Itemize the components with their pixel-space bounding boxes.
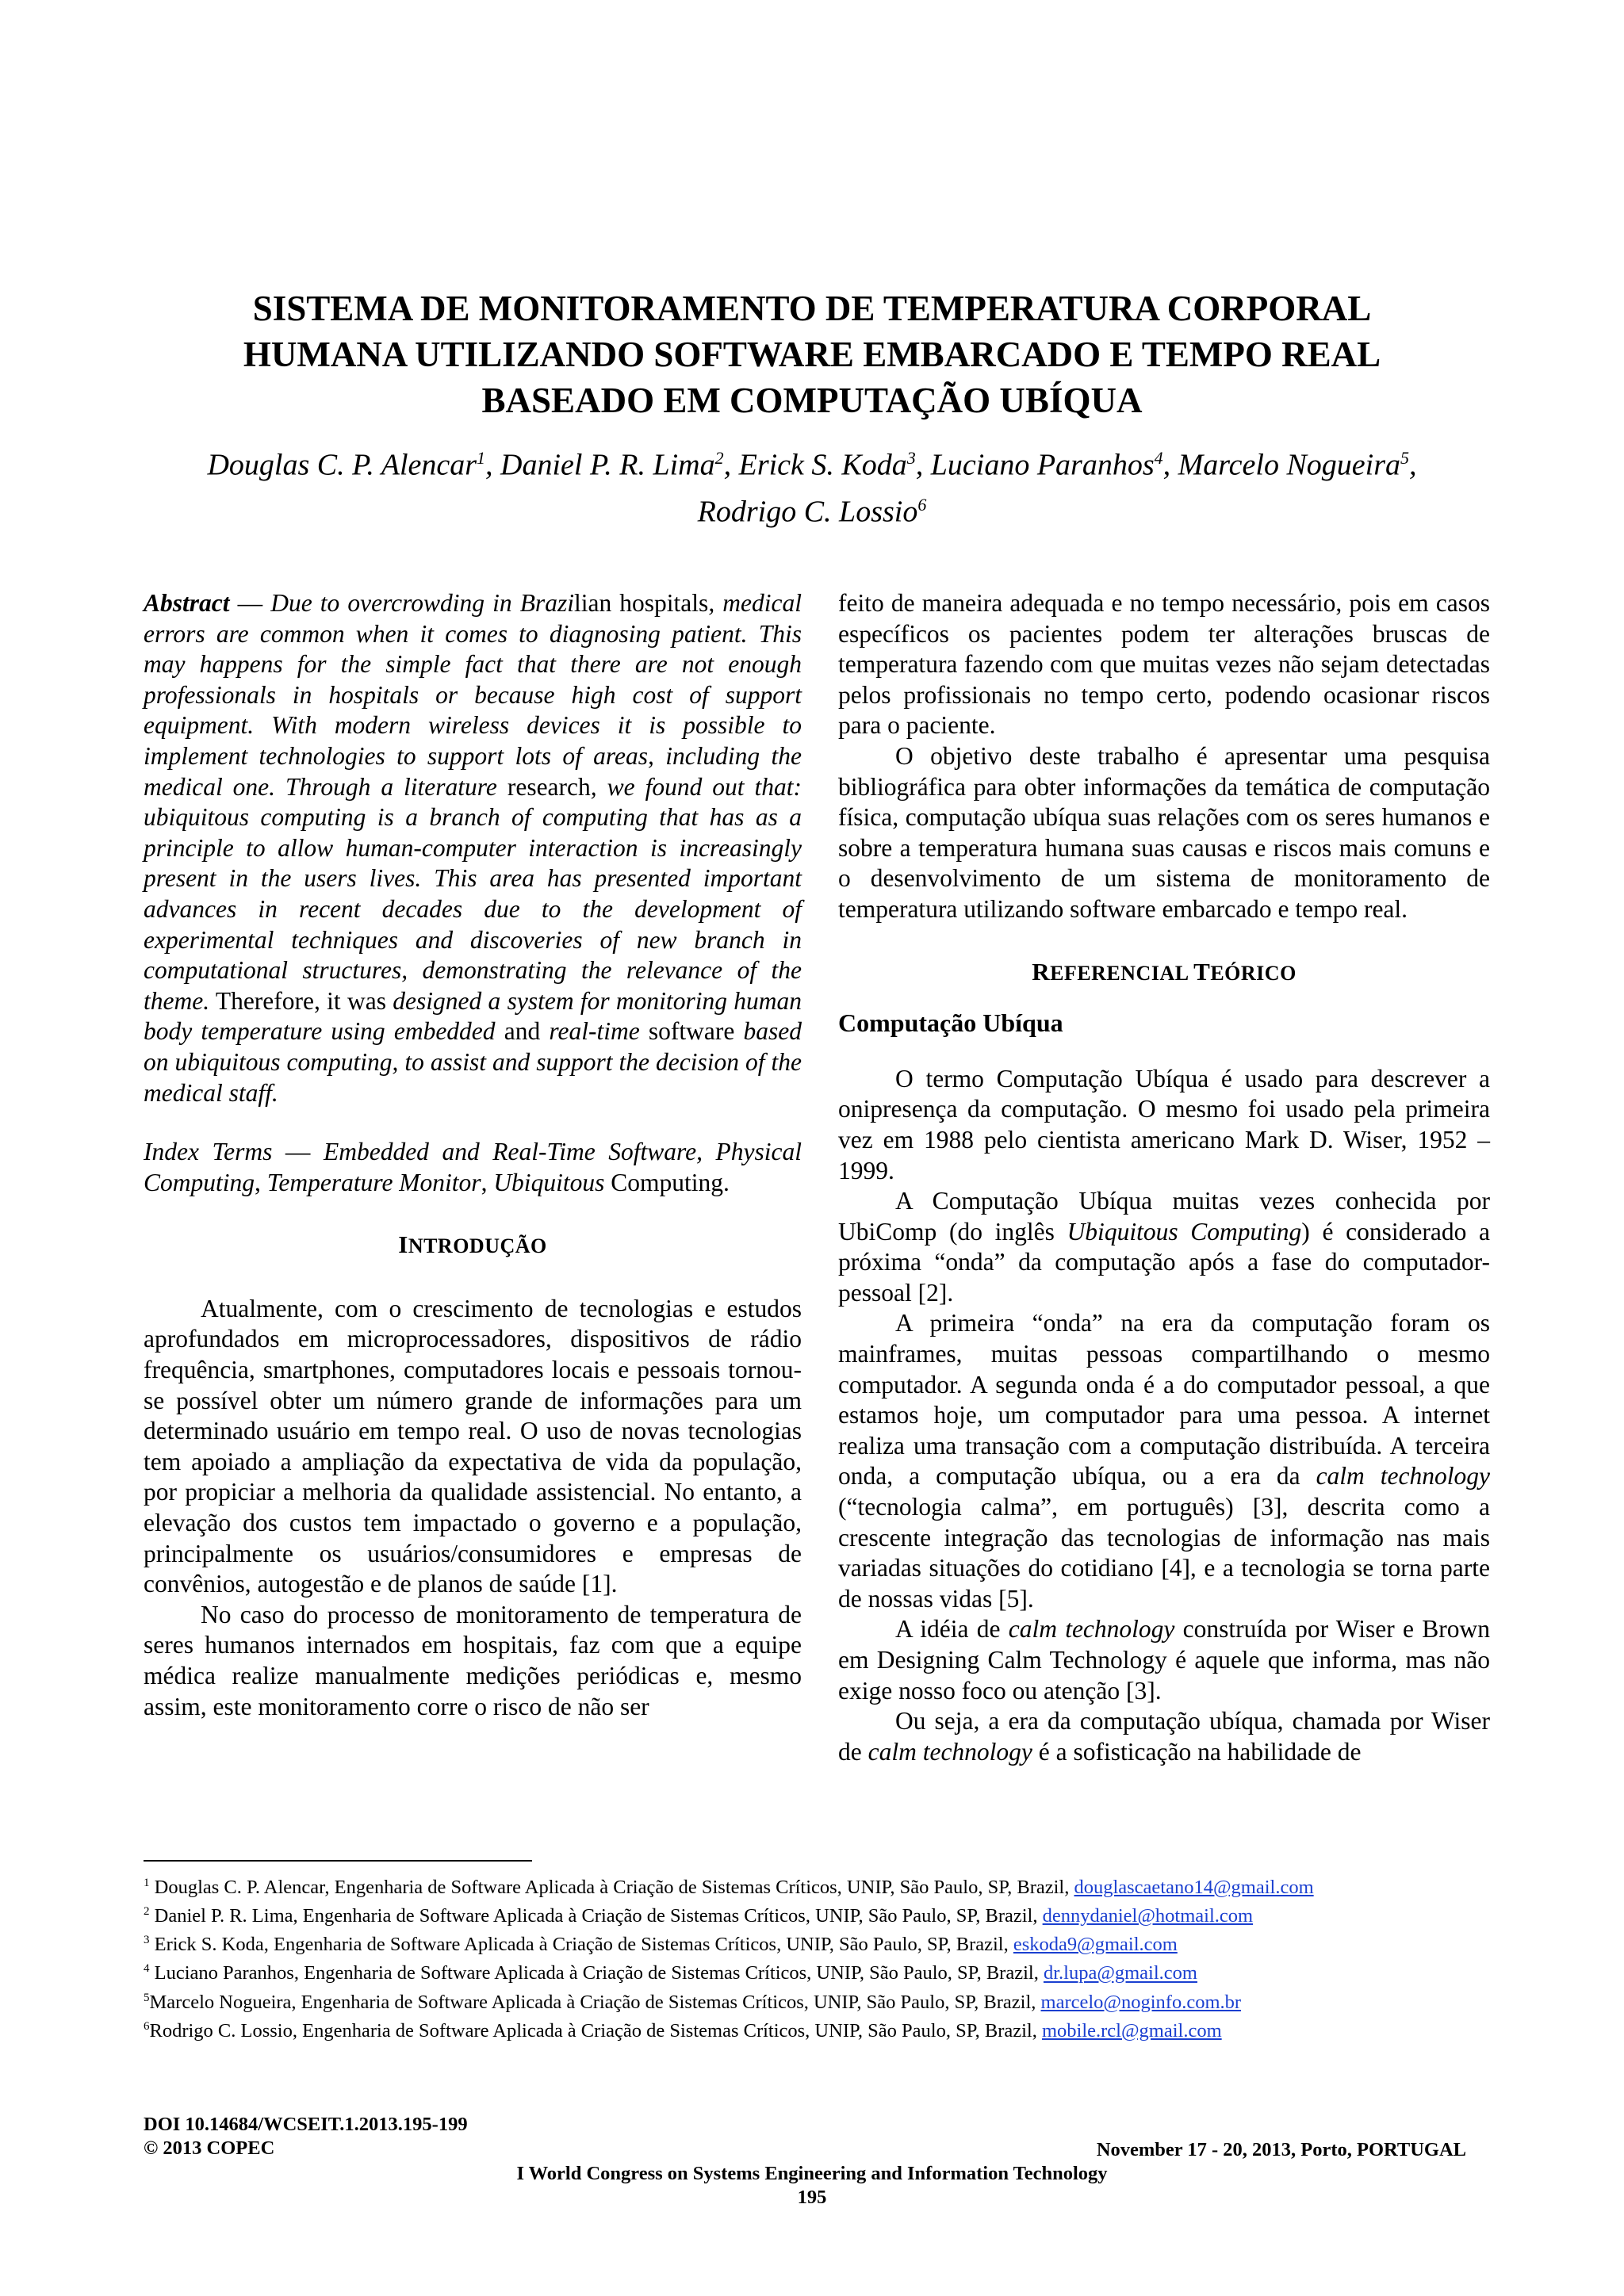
author-sup: 5 [1400, 448, 1410, 468]
text-run: (“tecnologia calma”, em português) [3], descrita como a crescente integração das tecnologias de informação nas mais variadas situações do cotidiano [4], e a tecnologia se torna parte de nossas vidas [5]. [838, 1493, 1490, 1613]
heading-rest: EFERENCIAL [1050, 961, 1194, 985]
section-heading-referencial [838, 957, 1490, 989]
author-sep: , [723, 448, 739, 482]
index-terms-text: Embedded and Real-Time Software, Physical Computing [144, 1138, 802, 1196]
index-terms-dash: — [272, 1138, 324, 1166]
heading-cap: R [1032, 957, 1051, 985]
text-run: A primeira “onda” na era da computação foram os mainframes, muitas pessoas compartilhando o mesmo computador. A segunda onda é a do computador pessoal, a que estamos hoje, um computador para uma pessoa. A internet realiza uma transação com a computação distribuída. A terceira onda, a computação ubíqua, ou a era da [838, 1309, 1490, 1490]
heading-rest: EÓRICO [1210, 961, 1297, 985]
text-run: calm technology [1316, 1462, 1490, 1490]
footnote [144, 1871, 1507, 1900]
footnote-text: Erick S. Koda, Engenharia de Software Aplicada à Criação de Sistemas Críticos, UNIP, São Paulo, SP, Brazil, [149, 1934, 1013, 1956]
author-name: Douglas C. P. Alencar [207, 448, 477, 482]
index-terms [144, 1137, 802, 1198]
author-sup: 2 [714, 448, 724, 468]
email-link[interactable]: dennydaniel@hotmail.com [1042, 1905, 1254, 1927]
abstract-text: research [507, 772, 591, 801]
title-line: HUMANA UTILIZANDO SOFTWARE EMBARCADO E TEMPO REAL [243, 335, 1381, 374]
author-sup: 4 [1154, 448, 1163, 468]
conference-name: I World Congress on Systems Engineering and Information Technology [516, 2163, 1108, 2184]
text-run: A Computação Ubíqua muitas vezes conhecida por UbiComp (do inglês [838, 1187, 1490, 1246]
abstract-text: Therefore, it was [209, 986, 393, 1015]
footnote-number: 4 [144, 1962, 150, 1976]
body-paragraph: O objetivo deste trabalho é apresentar uma pesquisa bibliográfica para obter informações da temática de computação física, computação ubíqua suas relações com os seres humanos e sobre a temperatura humana suas causas e riscos mais comuns e o desenvolvimento de um sistema de monitoramento de temperatura utilizando software embarcado e tempo real. [838, 741, 1490, 923]
abstract-text: real-time [549, 1017, 640, 1046]
page-number: 195 [797, 2187, 827, 2208]
abstract-text: and [495, 1017, 550, 1046]
text-run: calm technology [868, 1737, 1032, 1766]
author-sup: 3 [906, 448, 916, 468]
footnote-text: Rodrigo C. Lossio, Engenharia de Software Aplicada à Criação de Sistemas Críticos, UNIP, São Paulo, SP, Brazil, [149, 2019, 1042, 2042]
index-terms-text: Ubiquitous [493, 1168, 605, 1196]
footnote-separator [144, 1860, 532, 1862]
text-run: construída por Wiser e Brown em Designing Calm Technology é aquele que informa, mas não exige nosso foco ou atenção [3]. [838, 1615, 1490, 1705]
footnote-number: 1 [144, 1877, 150, 1889]
footnote [144, 2015, 1507, 2043]
footnotes [144, 1871, 1507, 2043]
author-name: Marcelo Nogueira [1178, 448, 1401, 482]
author-name: Luciano Paranhos [930, 448, 1155, 482]
author-list [119, 438, 1505, 531]
footnote-text: Daniel P. R. Lima, Engenharia de Software Aplicada à Criação de Sistemas Críticos, UNIP, São Paulo, SP, Brazil, [149, 1905, 1043, 1927]
author-sep: , [485, 448, 501, 482]
footnote-number: 2 [144, 1905, 150, 1919]
author-sep: , [1162, 448, 1178, 482]
abstract-text: lian hospitals [573, 589, 709, 617]
author-sep: , [1409, 448, 1417, 482]
index-terms-text: , [481, 1168, 494, 1196]
author-sep: , [915, 448, 931, 482]
email-link[interactable]: douglascaetano14@gmail.com [1074, 1877, 1314, 1899]
index-terms-text: Computing. [604, 1168, 730, 1196]
body-paragraph [838, 1614, 1490, 1706]
text-run: A idéia de [895, 1615, 1009, 1644]
heading-rest: NTRODUÇÃO [408, 1234, 547, 1258]
text-run: calm technology [1008, 1615, 1175, 1644]
title-line: BASEADO EM COMPUTAÇÃO UBÍQUA [481, 381, 1143, 420]
left-column [144, 588, 802, 1722]
footnote [144, 1900, 1507, 1928]
heading-cap: I [398, 1230, 408, 1259]
doi: DOI 10.14684/WCSEIT.1.2013.195-199 [144, 2114, 468, 2135]
author-name: Daniel P. R. Lima [500, 448, 715, 482]
author-sup: 1 [477, 448, 486, 468]
index-terms-text: Temperature Monitor [266, 1168, 481, 1196]
intro-paragraph: No caso do processo de monitoramento de temperatura de seres humanos internados em hospitais, faz com que a equipe médica realize manualmente medições periódicas e, mesmo assim, este monitoramento corre o risco de não ser [144, 1600, 802, 1720]
abstract-text: , we found out that: ubiquitous computing is a branch of computing that has as a principle to allow human-computer interaction is increasingly present in the users lives. This area has presented important advances in recent decades due to the development of experimental techniques and discoveries of new branch in computational structures, demonstrating the relevance of the theme. [144, 772, 802, 1015]
footnote-number: 5 [144, 1991, 150, 2004]
body-paragraph: O termo Computação Ubíqua é usado para descrever a onipresença da computação. O mesmo foi usado pela primeira vez em 1988 pelo cientista americano Mark D. Wiser, 1952 – 1999. [838, 1064, 1490, 1184]
index-terms-label: Index Terms [144, 1138, 273, 1166]
text-run: Ubiquitous Computing [1067, 1217, 1302, 1246]
index-terms-text: , [255, 1168, 267, 1196]
text-run: Ou seja, a era da computação ubíqua, chamada por Wiser de [838, 1707, 1490, 1766]
email-link[interactable]: marcelo@noginfo.com.br [1040, 1991, 1242, 2013]
abstract-text: software [639, 1017, 744, 1046]
abstract [144, 588, 802, 1108]
abstract-text: Due to overcrowding in Brazi [270, 589, 574, 617]
event-date: November 17 - 20, 2013, Porto, PORTUGAL [1096, 2139, 1466, 2160]
footnote [144, 1986, 1507, 2015]
footnote [144, 1928, 1507, 1957]
text-run: ) é considerado a próxima “onda” da computação após a fase do computador-pessoal [2]. [838, 1217, 1490, 1307]
email-link[interactable]: mobile.rcl@gmail.com [1041, 2019, 1222, 2042]
abstract-text: designed a system for monitoring human body temperature using embedded [144, 986, 802, 1046]
footnote-number: 3 [144, 1934, 150, 1947]
body-paragraph: feito de maneira adequada e no tempo necessário, pois em casos específicos os pacientes podem ter alterações bruscas de temperatura fazendo com que muitas vezes não sejam detectadas pelos profissionais no tempo certo, podendo ocasionar riscos para o paciente. [838, 589, 1490, 740]
author-name: Rodrigo C. Lossio [697, 495, 918, 529]
copyright: © 2013 COPEC [144, 2137, 275, 2159]
abstract-dash: — [229, 589, 271, 617]
author-line [119, 438, 1505, 485]
email-link[interactable]: eskoda9@gmail.com [1013, 1934, 1178, 1956]
section-heading-introducao [144, 1230, 802, 1262]
body-paragraph [838, 1186, 1490, 1308]
email-link[interactable]: dr.lupa@gmail.com [1043, 1962, 1197, 1984]
heading-cap: T [1193, 957, 1211, 985]
text-run: é a sofisticação na habilidade de [1032, 1737, 1362, 1766]
footnote-text: Douglas C. P. Alencar, Engenharia de Software Aplicada à Criação de Sistemas Críticos, UNIP, São Paulo, SP, Brazil, [149, 1877, 1074, 1899]
paper-title [119, 285, 1505, 423]
title-line: SISTEMA DE MONITORAMENTO DE TEMPERATURA CORPORAL [252, 289, 1372, 328]
footnote-text: Marcelo Nogueira, Engenharia de Software Aplicada à Criação de Sistemas Críticos, UNIP, São Paulo, SP, Brazil, [149, 1991, 1041, 2013]
author-line [119, 485, 1505, 532]
right-column [838, 588, 1490, 1767]
author-sup: 6 [917, 494, 927, 515]
intro-paragraph: Atualmente, com o crescimento de tecnologias e estudos aprofundados em microprocessadores, dispositivos de rádio frequência, smartphones, computadores locais e pessoais tornou-se possível obter um número grande de informações para um determinado usuário em tempo real. O uso de novas tecnologias tem apoiado a ampliação da expectativa de vida da população, por propiciar a melhoria da qualidade assistencial. No entanto, a elevação dos custos tem impactado o governo e a população, principalmente os usuários/consumidores e empresas de convênios, autogestão e de planos de saúde [1]. [144, 1294, 802, 1598]
body-paragraph [838, 1308, 1490, 1614]
body-paragraph [838, 1706, 1490, 1767]
author-name: Erick S. Koda [738, 448, 907, 482]
footnote-number: 6 [144, 2019, 150, 2033]
abstract-text: based on ubiquitous computing, to assist and support the decision of the medical staff. [144, 1017, 802, 1107]
subsection-heading: Computação Ubíqua [838, 1008, 1063, 1038]
abstract-label: Abstract [144, 589, 230, 617]
footnote-text: Luciano Paranhos, Engenharia de Software Aplicada à Criação de Sistemas Críticos, UNIP, São Paulo, SP, Brazil, [149, 1962, 1044, 1984]
abstract-text: , medical errors are common when it comes to diagnosing patient. This may happens for the simple fact that there are not enough professionals in hospitals or because high cost of support equipment. With modern wireless devices it is possible to implement technologies to support lots of areas, including the medical one. Through a literature [144, 589, 802, 801]
footnote [144, 1957, 1507, 1985]
